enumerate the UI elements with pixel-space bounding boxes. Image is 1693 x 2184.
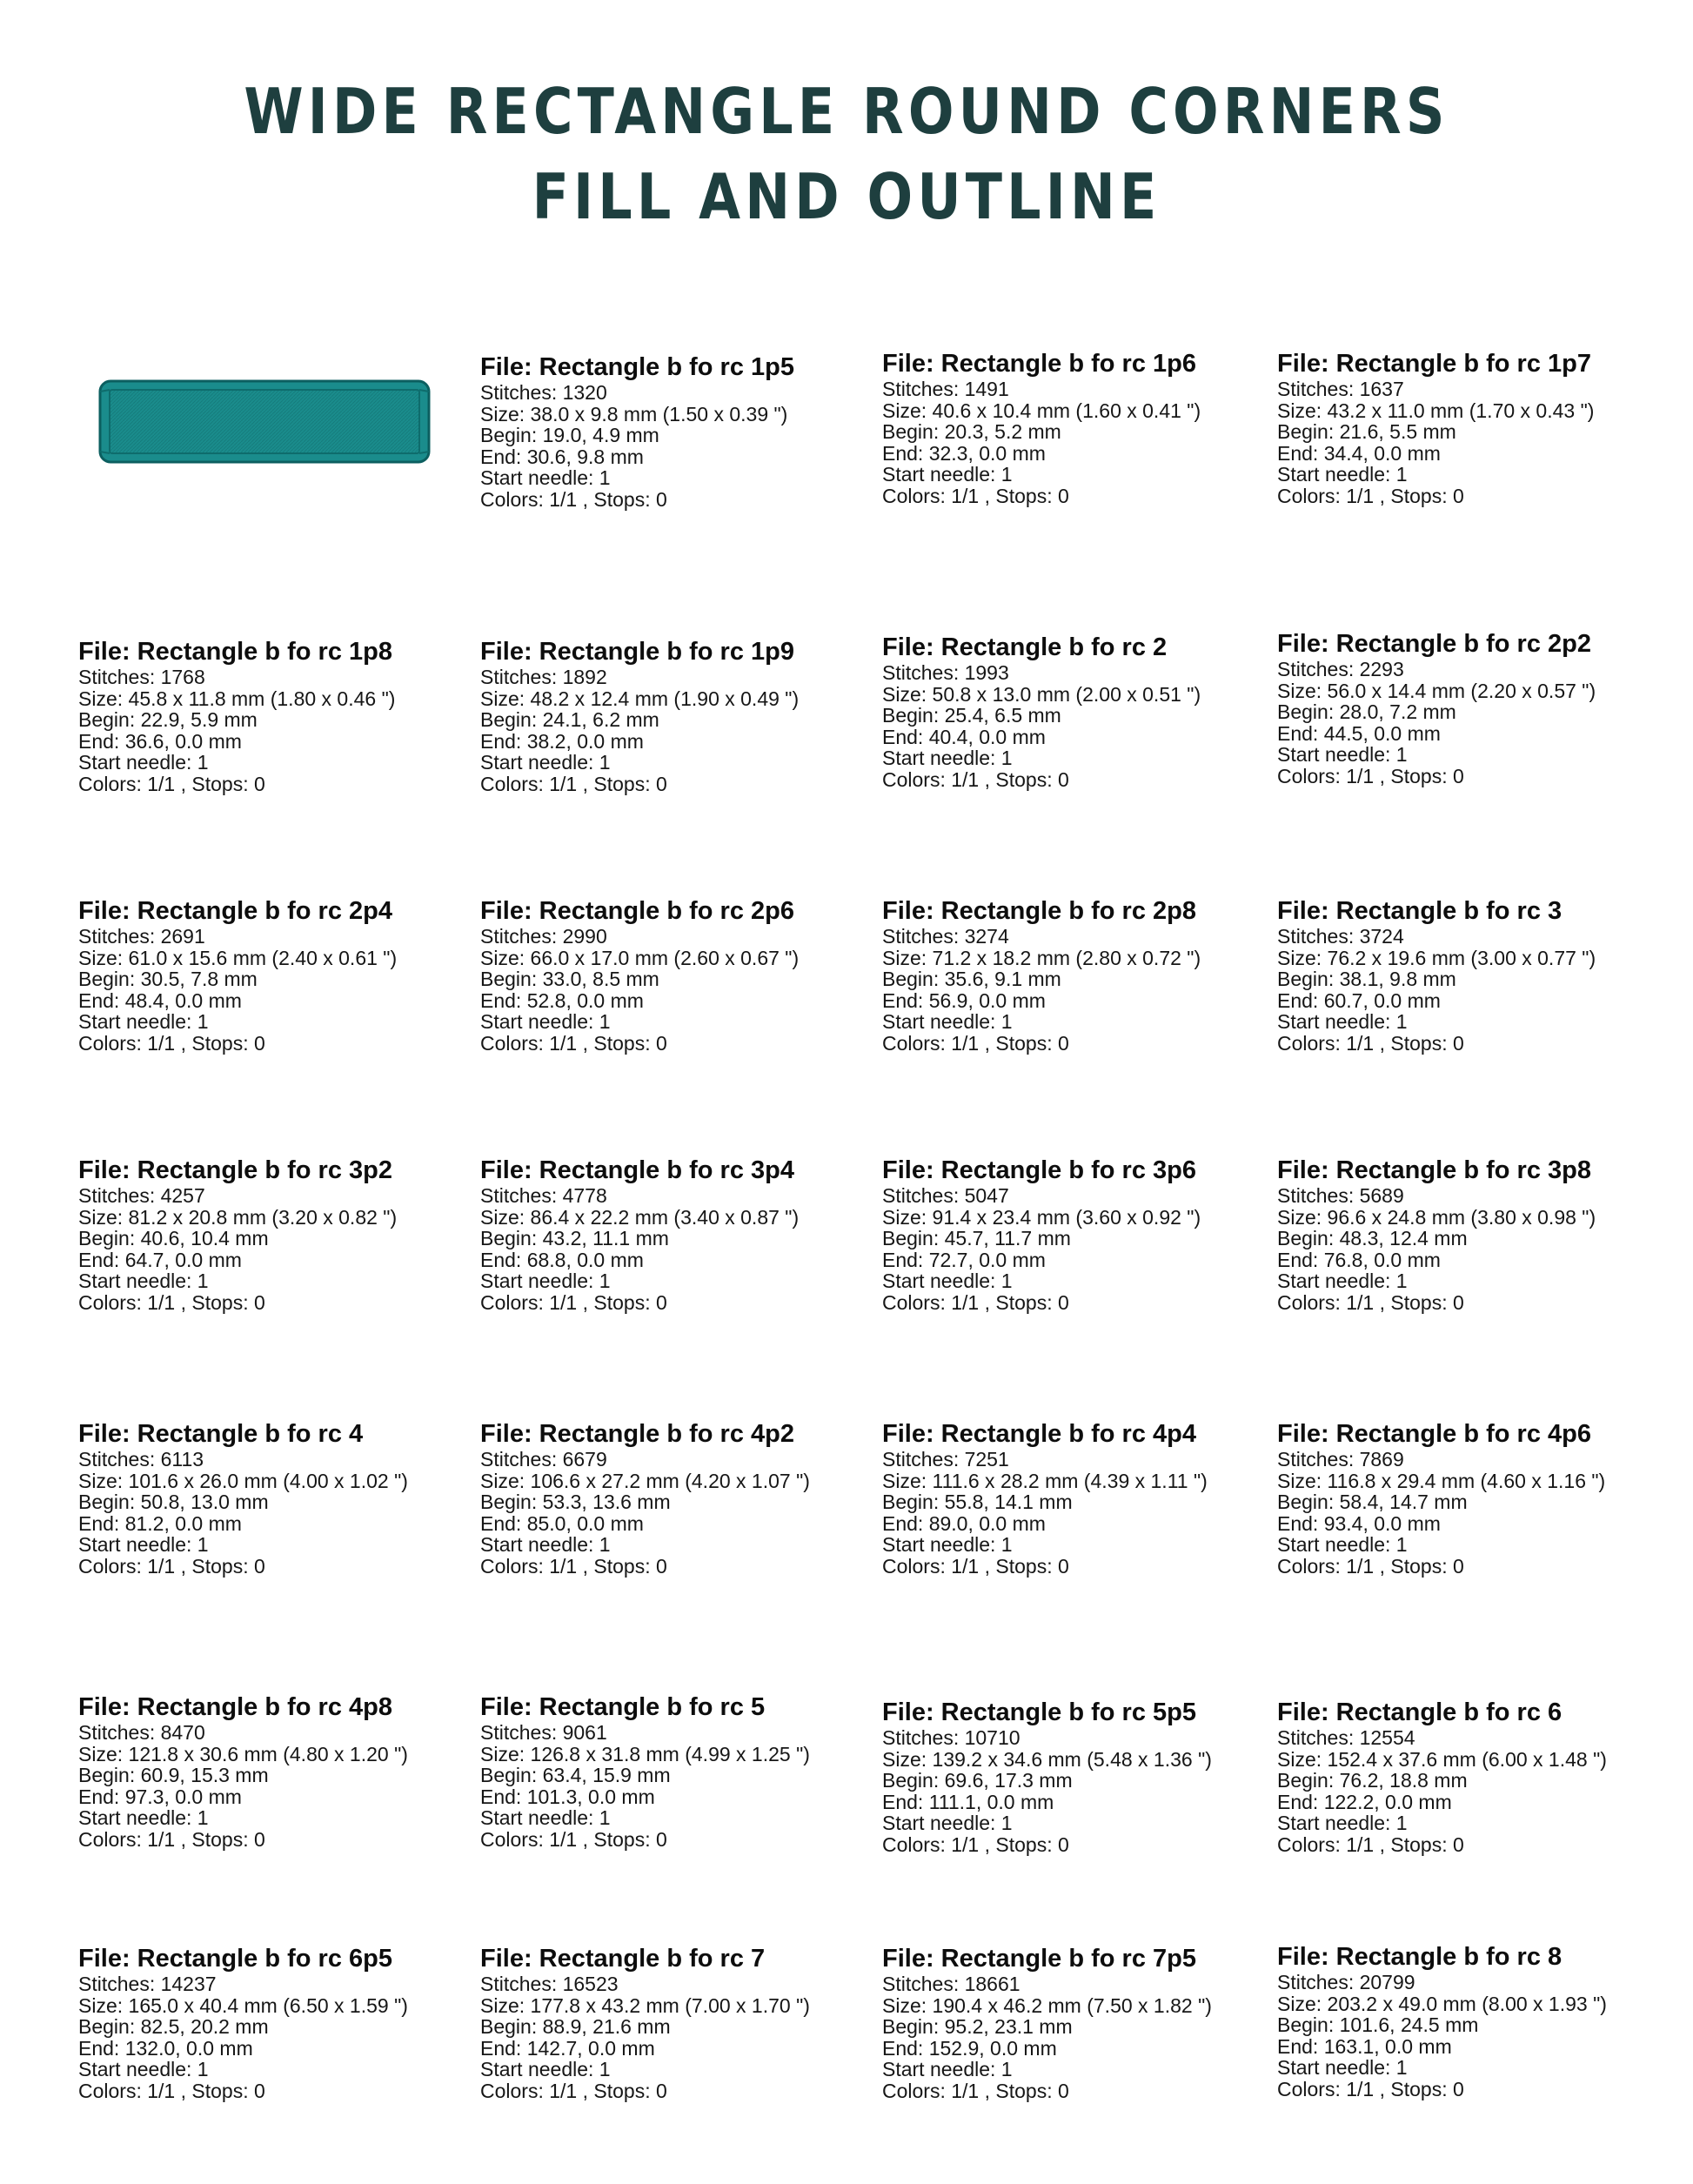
stitches-count: Stitches: 3274 (882, 925, 1009, 948)
stitches-count: Stitches: 1320 (480, 381, 607, 404)
file-name: File: Rectangle b fo rc 3p6 (882, 1156, 1196, 1184)
file-name: File: Rectangle b fo rc 6 (1277, 1698, 1563, 1726)
colors-stops: Colors: 1/1 , Stops: 0 (78, 1827, 265, 1851)
size-value: Size: 165.0 x 40.4 mm (6.50 x 1.59 ") (78, 1993, 408, 2017)
file-name: File: Rectangle b fo rc 1p6 (882, 350, 1196, 378)
start-needle: Start needle: 1 (1277, 1812, 1408, 1835)
stitches-count: Stitches: 10710 (882, 1726, 1020, 1749)
size-value: Size: 48.2 x 12.4 mm (1.90 x 0.49 ") (480, 687, 800, 710)
colors-stops: Colors: 1/1 , Stops: 0 (78, 1031, 265, 1055)
start-needle: Start needle: 1 (78, 751, 209, 774)
colors-stops: Colors: 1/1 , Stops: 0 (882, 1290, 1069, 1314)
file-name: File: Rectangle b fo rc 3p2 (78, 1156, 392, 1184)
size-value: Size: 45.8 x 11.8 mm (1.80 x 0.46 ") (78, 687, 396, 710)
begin-coords: Begin: 55.8, 14.1 mm (882, 1491, 1073, 1514)
file-name: File: Rectangle b fo rc 3 (1277, 897, 1563, 925)
design-spec-card (78, 1692, 461, 1851)
file-name: File: Rectangle b fo rc 2 (882, 633, 1168, 661)
size-value: Size: 50.8 x 13.0 mm (2.00 x 0.51 ") (882, 682, 1201, 706)
file-name: File: Rectangle b fo rc 5p5 (882, 1698, 1196, 1726)
start-needle: Start needle: 1 (882, 2058, 1013, 2081)
file-name: File: Rectangle b fo rc 4p8 (78, 1693, 392, 1721)
begin-coords: Begin: 21.6, 5.5 mm (1277, 420, 1456, 444)
file-name: File: Rectangle b fo rc 2p2 (1277, 630, 1591, 658)
size-value: Size: 121.8 x 30.6 mm (4.80 x 1.20 ") (78, 1742, 408, 1765)
design-spec-card (1277, 629, 1660, 787)
design-spec-card (480, 352, 863, 511)
start-needle: Start needle: 1 (78, 2058, 209, 2081)
design-spec-card (78, 1156, 461, 1314)
file-name: File: Rectangle b fo rc 1p9 (480, 638, 794, 666)
begin-coords: Begin: 25.4, 6.5 mm (882, 704, 1061, 727)
file-name: File: Rectangle b fo rc 6p5 (78, 1945, 392, 1973)
end-coords: End: 56.9, 0.0 mm (882, 988, 1046, 1012)
end-coords: End: 152.9, 0.0 mm (882, 2036, 1057, 2060)
start-needle: Start needle: 1 (1277, 743, 1408, 767)
design-spec-card (882, 349, 1265, 507)
colors-stops: Colors: 1/1 , Stops: 0 (480, 1031, 667, 1055)
design-spec-card (882, 1156, 1265, 1314)
colors-stops: Colors: 1/1 , Stops: 0 (480, 1827, 667, 1851)
begin-coords: Begin: 82.5, 20.2 mm (78, 2015, 269, 2039)
begin-coords: Begin: 33.0, 8.5 mm (480, 968, 659, 991)
file-name: File: Rectangle b fo rc 3p8 (1277, 1156, 1591, 1184)
begin-coords: Begin: 24.1, 6.2 mm (480, 708, 659, 732)
stitches-count: Stitches: 1993 (882, 661, 1009, 684)
end-coords: End: 122.2, 0.0 mm (1277, 1790, 1452, 1813)
file-name: File: Rectangle b fo rc 4p4 (882, 1420, 1196, 1448)
end-coords: End: 52.8, 0.0 mm (480, 988, 644, 1012)
end-coords: End: 30.6, 9.8 mm (480, 445, 644, 468)
stitches-count: Stitches: 16523 (480, 1973, 619, 1995)
end-coords: End: 111.1, 0.0 mm (882, 1790, 1054, 1813)
start-needle: Start needle: 1 (882, 747, 1013, 770)
stitches-count: Stitches: 2990 (480, 925, 607, 948)
design-spec-card (1277, 1419, 1660, 1578)
end-coords: End: 32.3, 0.0 mm (882, 441, 1046, 465)
start-needle: Start needle: 1 (882, 1010, 1013, 1034)
start-needle: Start needle: 1 (882, 463, 1013, 486)
begin-coords: Begin: 69.6, 17.3 mm (882, 1769, 1073, 1792)
design-spec-card (78, 896, 461, 1055)
size-value: Size: 76.2 x 19.6 mm (3.00 x 0.77 ") (1277, 946, 1596, 969)
colors-stops: Colors: 1/1 , Stops: 0 (78, 2079, 265, 2102)
design-spec-card (1277, 1942, 1660, 2100)
design-spec-card (480, 1692, 863, 1851)
start-needle: Start needle: 1 (882, 1270, 1013, 1293)
design-spec-card (1277, 896, 1660, 1055)
end-coords: End: 34.4, 0.0 mm (1277, 441, 1441, 465)
size-value: Size: 81.2 x 20.8 mm (3.20 x 0.82 ") (78, 1205, 398, 1229)
begin-coords: Begin: 45.7, 11.7 mm (882, 1227, 1071, 1250)
begin-coords: Begin: 28.0, 7.2 mm (1277, 700, 1456, 724)
begin-coords: Begin: 58.4, 14.7 mm (1277, 1491, 1468, 1514)
start-needle: Start needle: 1 (1277, 1533, 1408, 1557)
stitches-count: Stitches: 20799 (1277, 1971, 1415, 1993)
size-value: Size: 116.8 x 29.4 mm (4.60 x 1.16 ") (1277, 1469, 1606, 1492)
stitches-count: Stitches: 1892 (480, 666, 607, 688)
end-coords: End: 76.8, 0.0 mm (1277, 1248, 1441, 1271)
start-needle: Start needle: 1 (480, 1806, 611, 1830)
size-value: Size: 71.2 x 18.2 mm (2.80 x 0.72 ") (882, 946, 1201, 969)
colors-stops: Colors: 1/1 , Stops: 0 (882, 1832, 1069, 1856)
begin-coords: Begin: 48.3, 12.4 mm (1277, 1227, 1468, 1250)
file-name: File: Rectangle b fo rc 4p2 (480, 1420, 794, 1448)
stitches-count: Stitches: 6679 (480, 1448, 607, 1471)
stitches-count: Stitches: 3724 (1277, 925, 1404, 948)
colors-stops: Colors: 1/1 , Stops: 0 (882, 1031, 1069, 1055)
size-value: Size: 139.2 x 34.6 mm (5.48 x 1.36 ") (882, 1747, 1212, 1771)
begin-coords: Begin: 38.1, 9.8 mm (1277, 968, 1456, 991)
colors-stops: Colors: 1/1 , Stops: 0 (882, 767, 1069, 791)
end-coords: End: 89.0, 0.0 mm (882, 1511, 1046, 1535)
design-spec-card (882, 896, 1265, 1055)
end-coords: End: 44.5, 0.0 mm (1277, 721, 1441, 745)
stitches-count: Stitches: 7869 (1277, 1448, 1404, 1471)
design-spec-card (78, 1944, 461, 2102)
stitches-count: Stitches: 8470 (78, 1721, 205, 1744)
start-needle: Start needle: 1 (882, 1533, 1013, 1557)
file-name: File: Rectangle b fo rc 1p8 (78, 638, 392, 666)
file-name: File: Rectangle b fo rc 1p5 (480, 353, 794, 381)
start-needle: Start needle: 1 (1277, 1270, 1408, 1293)
colors-stops: Colors: 1/1 , Stops: 0 (1277, 484, 1464, 507)
begin-coords: Begin: 60.9, 15.3 mm (78, 1764, 269, 1787)
stitches-count: Stitches: 5047 (882, 1184, 1009, 1207)
stitches-count: Stitches: 1491 (882, 378, 1009, 400)
begin-coords: Begin: 19.0, 4.9 mm (480, 424, 659, 447)
start-needle: Start needle: 1 (78, 1010, 209, 1034)
begin-coords: Begin: 35.6, 9.1 mm (882, 968, 1061, 991)
end-coords: End: 48.4, 0.0 mm (78, 988, 242, 1012)
file-name: File: Rectangle b fo rc 7p5 (882, 1945, 1196, 1973)
stitches-count: Stitches: 4257 (78, 1184, 205, 1207)
end-coords: End: 68.8, 0.0 mm (480, 1248, 644, 1271)
design-spec-card (480, 896, 863, 1055)
colors-stops: Colors: 1/1 , Stops: 0 (480, 2079, 667, 2102)
file-name: File: Rectangle b fo rc 2p8 (882, 897, 1196, 925)
end-coords: End: 163.1, 0.0 mm (1277, 2034, 1452, 2058)
start-needle: Start needle: 1 (78, 1533, 209, 1557)
start-needle: Start needle: 1 (78, 1270, 209, 1293)
size-value: Size: 38.0 x 9.8 mm (1.50 x 0.39 ") (480, 402, 788, 425)
begin-coords: Begin: 88.9, 21.6 mm (480, 2015, 671, 2039)
stitches-count: Stitches: 14237 (78, 1973, 217, 1995)
stitches-count: Stitches: 7251 (882, 1448, 1009, 1471)
start-needle: Start needle: 1 (1277, 463, 1408, 486)
end-coords: End: 64.7, 0.0 mm (78, 1248, 242, 1271)
size-value: Size: 43.2 x 11.0 mm (1.70 x 0.43 ") (1277, 399, 1595, 422)
colors-stops: Colors: 1/1 , Stops: 0 (1277, 1290, 1464, 1314)
colors-stops: Colors: 1/1 , Stops: 0 (480, 487, 667, 511)
end-coords: End: 132.0, 0.0 mm (78, 2036, 253, 2060)
design-spec-card (1277, 1156, 1660, 1314)
size-value: Size: 56.0 x 14.4 mm (2.20 x 0.57 ") (1277, 679, 1596, 702)
size-value: Size: 86.4 x 22.2 mm (3.40 x 0.87 ") (480, 1205, 800, 1229)
size-value: Size: 177.8 x 43.2 mm (7.00 x 1.70 ") (480, 1993, 810, 2017)
start-needle: Start needle: 1 (480, 2058, 611, 2081)
end-coords: End: 60.7, 0.0 mm (1277, 988, 1441, 1012)
design-spec-card (480, 1419, 863, 1578)
size-value: Size: 111.6 x 28.2 mm (4.39 x 1.11 ") (882, 1469, 1208, 1492)
file-name: File: Rectangle b fo rc 4p6 (1277, 1420, 1591, 1448)
stitches-count: Stitches: 1637 (1277, 378, 1404, 400)
begin-coords: Begin: 40.6, 10.4 mm (78, 1227, 269, 1250)
size-value: Size: 61.0 x 15.6 mm (2.40 x 0.61 ") (78, 946, 398, 969)
end-coords: End: 97.3, 0.0 mm (78, 1785, 242, 1808)
size-value: Size: 101.6 x 26.0 mm (4.00 x 1.02 ") (78, 1469, 408, 1492)
begin-coords: Begin: 63.4, 15.9 mm (480, 1764, 671, 1787)
colors-stops: Colors: 1/1 , Stops: 0 (480, 1554, 667, 1578)
colors-stops: Colors: 1/1 , Stops: 0 (1277, 1031, 1464, 1055)
size-value: Size: 106.6 x 27.2 mm (4.20 x 1.07 ") (480, 1469, 810, 1492)
stitches-count: Stitches: 9061 (480, 1721, 607, 1744)
file-name: File: Rectangle b fo rc 2p4 (78, 897, 392, 925)
colors-stops: Colors: 1/1 , Stops: 0 (1277, 1832, 1464, 1856)
colors-stops: Colors: 1/1 , Stops: 0 (882, 2079, 1069, 2102)
size-value: Size: 126.8 x 31.8 mm (4.99 x 1.25 ") (480, 1742, 810, 1765)
end-coords: End: 38.2, 0.0 mm (480, 729, 644, 753)
begin-coords: Begin: 30.5, 7.8 mm (78, 968, 258, 991)
stitches-count: Stitches: 2293 (1277, 658, 1404, 680)
page-title-line-2: FILL AND OUTLINE (532, 160, 1161, 233)
start-needle: Start needle: 1 (1277, 2056, 1408, 2080)
stitches-count: Stitches: 12554 (1277, 1726, 1415, 1749)
begin-coords: Begin: 43.2, 11.1 mm (480, 1227, 669, 1250)
size-value: Size: 190.4 x 46.2 mm (7.50 x 1.82 ") (882, 1993, 1212, 2017)
colors-stops: Colors: 1/1 , Stops: 0 (78, 1290, 265, 1314)
design-spec-card (1277, 1698, 1660, 1856)
begin-coords: Begin: 50.8, 13.0 mm (78, 1491, 269, 1514)
design-spec-card (882, 633, 1265, 791)
begin-coords: Begin: 95.2, 23.1 mm (882, 2015, 1073, 2039)
rectangle-preview-icon (98, 379, 431, 464)
end-coords: End: 93.4, 0.0 mm (1277, 1511, 1441, 1535)
start-needle: Start needle: 1 (480, 1533, 611, 1557)
start-needle: Start needle: 1 (480, 466, 611, 490)
design-spec-card (882, 1944, 1265, 2102)
stitches-count: Stitches: 2691 (78, 925, 205, 948)
design-spec-card (78, 637, 461, 795)
colors-stops: Colors: 1/1 , Stops: 0 (480, 772, 667, 795)
size-value: Size: 96.6 x 24.8 mm (3.80 x 0.98 ") (1277, 1205, 1596, 1229)
colors-stops: Colors: 1/1 , Stops: 0 (480, 1290, 667, 1314)
begin-coords: Begin: 76.2, 18.8 mm (1277, 1769, 1468, 1792)
stitches-count: Stitches: 1768 (78, 666, 205, 688)
end-coords: End: 36.6, 0.0 mm (78, 729, 242, 753)
design-spec-card (480, 1944, 863, 2102)
begin-coords: Begin: 22.9, 5.9 mm (78, 708, 258, 732)
design-spec-card (480, 637, 863, 795)
design-spec-card (882, 1419, 1265, 1578)
stitches-count: Stitches: 4778 (480, 1184, 607, 1207)
stitches-count: Stitches: 5689 (1277, 1184, 1404, 1207)
file-name: File: Rectangle b fo rc 3p4 (480, 1156, 794, 1184)
colors-stops: Colors: 1/1 , Stops: 0 (882, 484, 1069, 507)
size-value: Size: 152.4 x 37.6 mm (6.00 x 1.48 ") (1277, 1747, 1607, 1771)
start-needle: Start needle: 1 (1277, 1010, 1408, 1034)
page-title-line-1: WIDE RECTANGLE ROUND CORNERS (244, 75, 1449, 148)
end-coords: End: 142.7, 0.0 mm (480, 2036, 655, 2060)
begin-coords: Begin: 101.6, 24.5 mm (1277, 2013, 1479, 2037)
end-coords: End: 85.0, 0.0 mm (480, 1511, 644, 1535)
file-name: File: Rectangle b fo rc 1p7 (1277, 350, 1591, 378)
start-needle: Start needle: 1 (480, 1270, 611, 1293)
size-value: Size: 91.4 x 23.4 mm (3.60 x 0.92 ") (882, 1205, 1201, 1229)
end-coords: End: 40.4, 0.0 mm (882, 725, 1046, 748)
begin-coords: Begin: 53.3, 13.6 mm (480, 1491, 671, 1514)
stitches-count: Stitches: 18661 (882, 1973, 1020, 1995)
colors-stops: Colors: 1/1 , Stops: 0 (1277, 764, 1464, 787)
begin-coords: Begin: 20.3, 5.2 mm (882, 420, 1061, 444)
colors-stops: Colors: 1/1 , Stops: 0 (882, 1554, 1069, 1578)
end-coords: End: 81.2, 0.0 mm (78, 1511, 242, 1535)
size-value: Size: 203.2 x 49.0 mm (8.00 x 1.93 ") (1277, 1992, 1607, 2015)
design-spec-card (1277, 349, 1660, 507)
design-spec-card (882, 1698, 1265, 1856)
file-name: File: Rectangle b fo rc 2p6 (480, 897, 794, 925)
end-coords: End: 101.3, 0.0 mm (480, 1785, 655, 1808)
file-name: File: Rectangle b fo rc 7 (480, 1945, 766, 1973)
file-name: File: Rectangle b fo rc 8 (1277, 1943, 1563, 1971)
start-needle: Start needle: 1 (78, 1806, 209, 1830)
colors-stops: Colors: 1/1 , Stops: 0 (78, 772, 265, 795)
size-value: Size: 66.0 x 17.0 mm (2.60 x 0.67 ") (480, 946, 800, 969)
start-needle: Start needle: 1 (480, 1010, 611, 1034)
end-coords: End: 72.7, 0.0 mm (882, 1248, 1046, 1271)
colors-stops: Colors: 1/1 , Stops: 0 (1277, 2077, 1464, 2100)
design-spec-card (78, 1419, 461, 1578)
colors-stops: Colors: 1/1 , Stops: 0 (1277, 1554, 1464, 1578)
colors-stops: Colors: 1/1 , Stops: 0 (78, 1554, 265, 1578)
stitches-count: Stitches: 6113 (78, 1448, 204, 1471)
start-needle: Start needle: 1 (480, 751, 611, 774)
size-value: Size: 40.6 x 10.4 mm (1.60 x 0.41 ") (882, 399, 1201, 422)
file-name: File: Rectangle b fo rc 4 (78, 1420, 364, 1448)
design-spec-card (480, 1156, 863, 1314)
start-needle: Start needle: 1 (882, 1812, 1013, 1835)
file-name: File: Rectangle b fo rc 5 (480, 1693, 766, 1721)
